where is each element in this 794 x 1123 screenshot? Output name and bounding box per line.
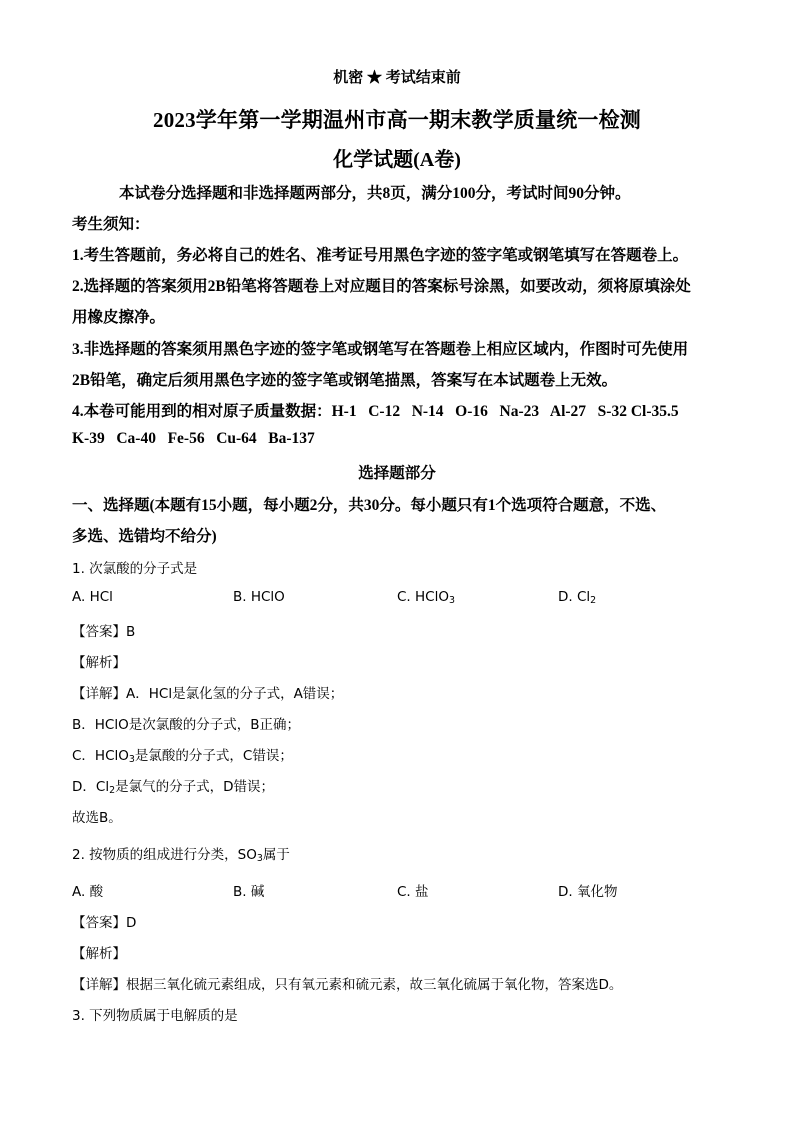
question-1-detail-1: 【详解】A．HCl是氯化氢的分子式，A错误；	[72, 686, 344, 702]
question-2-stem: 2. 按物质的组成进行分类，$SO_3$属于	[72, 847, 290, 864]
notice-item-2-line-1: 2.选择题的答案须用2B铅笔将答题卷上对应题目的答案标号涂黑，如要改动，须将原填涂处	[72, 278, 691, 295]
question-1-detail-4: D．$Cl_2$是氯气的分子式，D错误；	[72, 779, 274, 796]
page-title: 2023学年第一学期温州市高一期末教学质量统一检测	[153, 108, 641, 132]
notice-heading: 考生须知：	[72, 216, 150, 233]
question-2-option-b: B. 碱	[233, 884, 265, 900]
question-1-detail-2: B．HClO是次氯酸的分子式，B正确；	[72, 717, 300, 733]
confidential-label: 机密 ★ 考试结束前	[333, 70, 461, 86]
question-1-answer: 【答案】B	[72, 624, 136, 640]
question-1-option-c: C. HClO$_3$	[397, 589, 455, 606]
notice-item-1: 1.考生答题前，务必将自己的姓名、准考证号用黑色字迹的签字笔或钢笔填写在答题卷上。	[72, 247, 689, 264]
question-2-option-a: A. 酸	[72, 884, 104, 900]
question-2-option-d: D. 氧化物	[558, 884, 618, 900]
question-1-conclusion: 故选B。	[72, 810, 122, 826]
question-1-option-d: D. $Cl_2$	[558, 589, 597, 606]
question-3-stem: 3. 下列物质属于电解质的是	[72, 1008, 238, 1024]
part-one-instructions-line-2: 多选、选错均不给分)	[72, 528, 217, 545]
section-heading: 选择题部分	[358, 465, 436, 482]
part-one-instructions-line-1: 一、选择题(本题有15小题，每小题2分，共30分。每小题只有1个选项符合题意，不选、	[72, 497, 667, 514]
notice-item-3-line-2: 2B铅笔，确定后须用黑色字迹的签字笔或钢笔描黑，答案写在本试题卷上无效。	[72, 372, 618, 389]
notice-item-2-line-2: 用橡皮擦净。	[72, 309, 166, 326]
question-2-answer: 【答案】D	[72, 915, 137, 931]
question-2-detail: 【详解】根据三氧化硫元素组成，只有氧元素和硫元素，故三氧化硫属于氧化物，答案选D。	[72, 977, 623, 993]
question-1-option-a: A. HCl	[72, 589, 113, 605]
notice-item-3-line-1: 3.非选择题的答案须用黑色字迹的签字笔或钢笔写在答题卷上相应区域内，作图时可先使用	[72, 341, 689, 358]
intro-text: 本试卷分选择题和非选择题两部分，共8页，满分100分，考试时间90分钟。	[119, 185, 631, 202]
page-subtitle: 化学试题(A卷)	[333, 149, 461, 171]
question-2-option-c: C. 盐	[397, 884, 429, 900]
question-1-stem: 1. 次氯酸的分子式是	[72, 561, 198, 577]
notice-item-4-line-1: 4.本卷可能用到的相对原子质量数据：H-1 C-12 N-14 O-16 Na-23 Al-27 S-32 Cl-35.5	[72, 403, 679, 420]
notice-item-4-line-2: K-39 Ca-40 Fe-56 Cu-64 Ba-137	[72, 430, 315, 447]
question-1-analysis-label: 【解析】	[72, 655, 126, 671]
question-1-option-b: B. HClO	[233, 589, 285, 605]
question-1-detail-3: C．HClO$_3$是氯酸的分子式，C错误；	[72, 748, 293, 765]
question-2-analysis-label: 【解析】	[72, 946, 126, 962]
